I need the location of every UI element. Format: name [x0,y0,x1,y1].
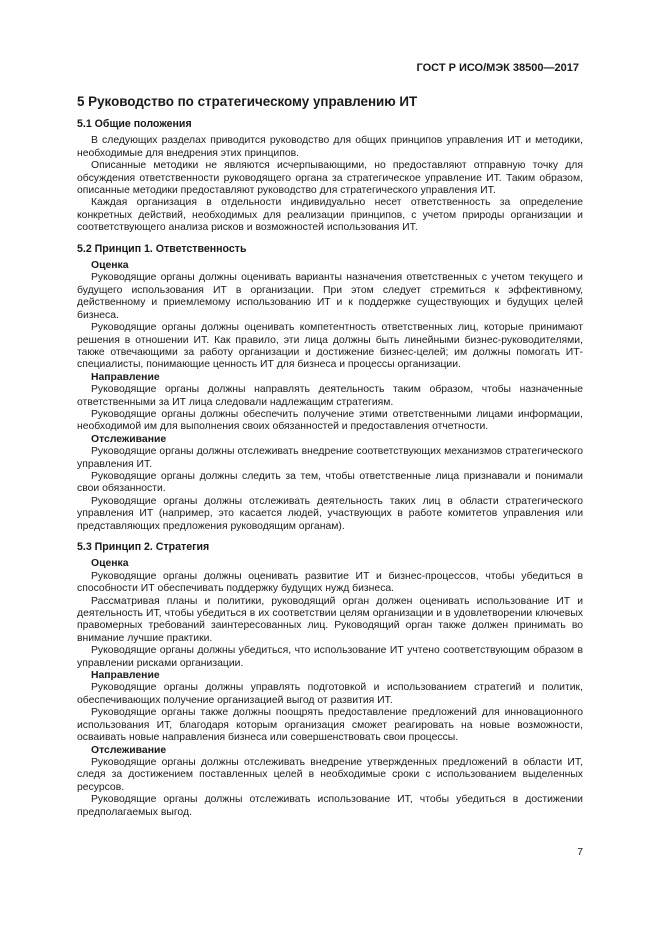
paragraph: В следующих разделах приводится руководство для общих принципов управления ИТ и методики, необходимые для внедрения этих принципов. [77,135,583,159]
section-title: 5.1 Общие положения [77,118,192,130]
paragraph: Руководящие органы должны отслеживать использование ИТ, чтобы убедиться в достижении предполагаемых выгод. [77,794,583,818]
paragraph: Руководящие органы должны следить за тем, чтобы ответственные лица признавали и понимали свои обязанности. [77,470,583,495]
subheading-monitor: Отслеживание [91,744,167,756]
paragraph: Руководящие органы должны оценивать варианты назначения ответственных с учетом текущего и будущего использования ИТ в организации. При этом следует стремиться к эффективному, действенному и приемлемому использованию ИТ и к поддержке существующих и будущих целей бизнеса. [77,272,583,321]
subheading-monitor: Отслеживание [91,433,167,445]
paragraph: Руководящие органы должны направлять деятельность таким образом, чтобы назначенные ответственными за ИТ лица следовали надлежащим стратегиям. [77,384,583,408]
paragraph: Руководящие органы должны отслеживать внедрение утвержденных предложений в области ИТ, следя за достижением поставленных целей в необходимые сроки с использованием выделенных ресурсов. [77,756,583,793]
section-title: 5.3 Принцип 2. Стратегия [77,541,210,553]
section-5-3 [77,541,583,819]
subheading-direct: Направление [91,670,160,682]
paragraph: Руководящие органы должны оценивать компетентность ответственных лиц, которые принимают решения в отношении ИТ. Как правило, эти лица должны быть линейными бизнес-руководителями, также отвечающими за работу организации и достижение бизнес-целей; им должны помогать ИТ-специалисты, понимающие ценность ИТ для бизнеса и процессы организации. [77,322,583,371]
subheading-evaluate: Оценка [91,260,129,272]
paragraph: Руководящие органы должны обеспечить получение этими ответственными лицами информации, необходимой им для выполнения своих обязанностей и предоставления отчетности. [77,408,583,433]
paragraph: Руководящие органы должны оценивать развитие ИТ и бизнес-процессов, чтобы убедиться в способности ИТ обеспечивать поддержку будущих нужд бизнеса. [77,570,583,595]
paragraph: Руководящие органы должны управлять подготовкой и использованием стратегий и политик, обеспечивающих получение организацией выгод от развития ИТ. [77,682,583,706]
subheading-direct: Направление [91,371,160,383]
paragraph: Руководящие органы должны отслеживать деятельность таких лиц в области стратегического управления ИТ (например, это касается людей, участвующих в работе комитетов управления или представляющих предложения руководящим органам). [77,495,583,532]
section-5-1 [77,118,583,235]
paragraph: Рассматривая планы и политики, руководящий орган должен оценивать использование ИТ и деятельность ИТ, чтобы убедиться в их соответствии целям организации и в удовлетворении ключевых правомерных требований заинтересованных лиц. Руководящий орган также должен принимать во внимание лучшие практики. [77,595,583,644]
page-number: 7 [577,847,583,858]
standard-header: ГОСТ Р ИСО/МЭК 38500—2017 [416,62,579,74]
paragraph: Руководящие органы также должны поощрять предоставление предложений для инновационного использования ИТ, благодаря которым организация сможет реагировать на новые возможности, осваивать новые направления бизнеса или совершенствовать свои процессы. [77,707,583,744]
section-title: 5.2 Принцип 1. Ответственность [77,242,247,255]
paragraph: Руководящие органы должны отслеживать внедрение соответствующих механизмов стратегического управления ИТ. [77,446,583,470]
paragraph: Описанные методики не являются исчерпывающими, но предоставляют отправную точку для обсуждения ответственности руководящего органа за стратегическое управление ИТ. Таким образом, описанные методики предоставляют руководство для стратегического управления ИТ. [77,160,583,197]
paragraph: Каждая организация в отдельности индивидуально несет ответственность за определение конкретных действий, необходимых для реализации принципов, с учетом природы организации и соответствующего анализа рисков и возможностей использования ИТ. [77,197,583,234]
chapter-title: 5 Руководство по стратегическому управлению ИТ [77,94,418,109]
page-content [77,94,583,827]
section-5-2 [77,243,583,533]
subheading-evaluate: Оценка [91,558,129,570]
paragraph: Руководящие органы должны убедиться, что использование ИТ учтено соответствующим образом в управлении рисками организации. [77,645,583,669]
